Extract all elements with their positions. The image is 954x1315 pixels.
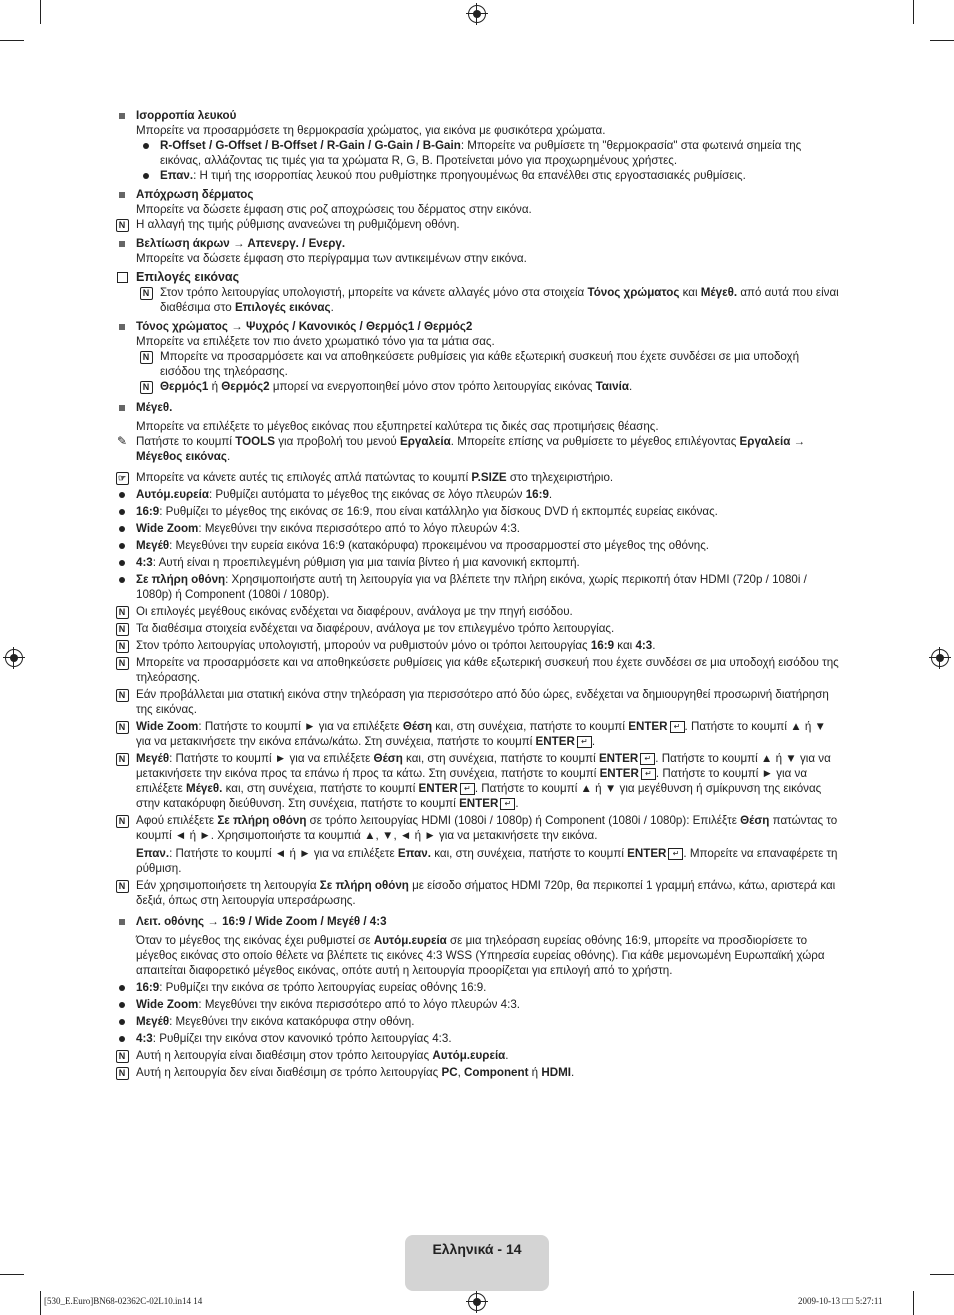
note bbox=[112, 813, 842, 876]
note-bold: Θερμός2 bbox=[221, 380, 270, 393]
desc-bold: Αυτόμ.ευρεία bbox=[373, 934, 447, 947]
crop-mark bbox=[40, 1291, 41, 1315]
list-item bbox=[112, 487, 842, 502]
section-desc: Μπορείτε να επιλέξετε τον πιο άνετο χρωματικό τόνο για τα μάτια σας. bbox=[136, 335, 495, 348]
note-text: . Πατήστε το κουμπί ► για να επιλέξετε bbox=[136, 767, 808, 795]
section-title: Απόχρωση δέρματος bbox=[136, 188, 254, 201]
tip-bold: Εργαλεία bbox=[399, 435, 451, 448]
enter-icon: ↵ bbox=[668, 848, 683, 860]
list-item bbox=[112, 521, 842, 536]
note-text: . Πατήστε το κουμπί ▲ ή ▼ για να μετακινήσετε την εικόνα προς τα επάνω ή προς τα κάτω. Στη συνέχεια, πατήστε το κουμπί bbox=[136, 752, 831, 780]
note-icon: N bbox=[112, 719, 132, 734]
tip-bold: TOOLS bbox=[235, 435, 275, 448]
square-bullet-icon bbox=[112, 319, 132, 334]
note bbox=[112, 217, 842, 232]
note-text: : Πατήστε το κουμπί ◄ ή ► για να επιλέξετε bbox=[169, 847, 398, 860]
note-icon: N bbox=[136, 379, 156, 394]
crop-mark bbox=[913, 0, 914, 24]
option-name: Μεγέθ bbox=[136, 1015, 170, 1028]
option-desc: : Η τιμή της ισορροπίας λευκού που ρυθμίστηκε προηγουμένως θα επανέλθει στις εργοστασιακές ρυθμίσεις. bbox=[193, 169, 746, 182]
note-text: και bbox=[614, 639, 636, 652]
enter-icon: ↵ bbox=[641, 768, 656, 780]
note-text: ή bbox=[208, 380, 222, 393]
note-text: Η αλλαγή της τιμής ρύθμισης ανανεώνει τη ρυθμιζόμενη οθόνη. bbox=[136, 218, 460, 231]
note-text: . bbox=[652, 639, 656, 652]
section-size bbox=[112, 400, 842, 434]
option-desc: : Ρυθμίζει το μέγεθος της εικόνας σε 16:9, που είναι κατάλληλο για δίσκους DVD ή εκπομπές ευρείας εικόνας. bbox=[159, 505, 718, 518]
note-icon: N bbox=[112, 217, 132, 232]
option-desc: : Μεγεθύνει την ευρεία εικόνα 16:9 (κατακόρυφα) προκειμένου να προσαρμοστεί στο μέγεθος της οθόνης. bbox=[169, 539, 710, 552]
list-item bbox=[112, 555, 842, 570]
option-desc: : Ρυθμίζει την εικόνα σε τρόπο λειτουργίας ευρείας οθόνης 16:9. bbox=[159, 981, 487, 994]
page-number: Ελληνικά - 14 bbox=[432, 1241, 522, 1257]
note-bold: Wide Zoom bbox=[136, 720, 199, 733]
note-text: Οι επιλογές μεγέθους εικόνας ενδέχεται να διαφέρουν, ανάλογα με την πηγή εισόδου. bbox=[136, 605, 573, 618]
note-text: . Πατήστε το κουμπί ▲ ή ▼ για να μετακινήσετε την εικόνα επάνω/κάτω. Στη συνέχεια, πατήστε το κουμπί bbox=[136, 720, 827, 748]
note-text: με είσοδο σήματος HDMI 720p, θα περικοπεί 1 γραμμή επάνω, κάτω, αριστερά και δεξιά, όπως στη λειτουργία υπερσάρωσης. bbox=[136, 879, 836, 907]
section-desc bbox=[136, 933, 842, 978]
note-icon: N bbox=[112, 604, 132, 619]
note-text: Εάν προβάλλεται μια στατική εικόνα στην τηλεόραση για περισσότερο από δύο ώρες, ενδέχεται να δημιουργηθεί προσωρινή διατήρηση της εικόνας. bbox=[136, 688, 829, 716]
bullet-icon bbox=[112, 997, 132, 1012]
note-text: πατώντας το κουμπί ◄ ή ►. Χρησιμοποιήστε τα κουμπιά ▲, ▼, ◄ ή ► για να μετακινήσετε την εικόνα. bbox=[136, 814, 838, 842]
crop-mark bbox=[913, 1291, 914, 1315]
note bbox=[112, 621, 842, 636]
option-name: Επαν. bbox=[160, 169, 194, 182]
option-desc: : Μεγεθύνει την εικόνα κατακόρυφα στην οθόνη. bbox=[169, 1015, 415, 1028]
note-text: και, στη συνέχεια, πατήστε το κουμπί bbox=[402, 752, 599, 765]
crop-mark bbox=[0, 1274, 24, 1275]
note-text: και bbox=[679, 286, 701, 299]
note-text: ή bbox=[528, 1066, 542, 1079]
note-bold: Θερμός1 bbox=[160, 380, 209, 393]
crop-mark bbox=[0, 40, 24, 41]
section-title: Ισορροπία λευκού bbox=[136, 109, 237, 122]
note-bold: Μεγέθ bbox=[136, 752, 170, 765]
option-name: Αυτόμ.ευρεία bbox=[136, 488, 209, 501]
option-desc: : Μεγεθύνει την εικόνα περισσότερο από το λόγο πλευρών 4:3. bbox=[198, 522, 521, 535]
enter-icon: ↵ bbox=[640, 753, 655, 765]
note-bold: ENTER bbox=[598, 752, 639, 765]
bullet-icon bbox=[136, 138, 156, 153]
note-bold: Σε πλήρη οθόνη bbox=[217, 814, 307, 827]
note bbox=[112, 285, 842, 315]
bullet-icon bbox=[112, 504, 132, 519]
note-icon: N bbox=[112, 638, 132, 653]
note-bold: ENTER bbox=[418, 782, 458, 795]
section-title: Τόνος χρώματος → Ψυχρός / Κανονικός / Θερμός1 / Θερμός2 bbox=[136, 320, 473, 333]
note bbox=[112, 604, 842, 619]
print-slug-left: [530_E.Euro]BN68-02362C-02L10.in14 14 bbox=[44, 1296, 203, 1306]
bullet-icon bbox=[112, 1014, 132, 1029]
tip-text: . Μπορείτε επίσης να ρυθμίσετε το μέγεθος επιλέγοντας bbox=[450, 435, 740, 448]
note-text: . bbox=[505, 1049, 509, 1062]
note-icon: N bbox=[112, 655, 132, 670]
note bbox=[112, 379, 842, 394]
note-bold: Θέση bbox=[740, 814, 770, 827]
bullet-icon bbox=[112, 1031, 132, 1046]
note-text: Αυτή η λειτουργία δεν είναι διαθέσιμη σε τρόπο λειτουργίας bbox=[136, 1066, 442, 1079]
note-icon: N bbox=[136, 285, 156, 300]
note-text: . bbox=[591, 735, 596, 748]
note-text: από αυτά που είναι διαθέσιμα στο bbox=[160, 286, 839, 314]
section-edge-enhancement bbox=[112, 236, 842, 266]
note-icon: N bbox=[136, 349, 156, 364]
enter-icon: ↵ bbox=[670, 721, 685, 733]
enter-icon: ↵ bbox=[460, 783, 475, 795]
note-icon: N bbox=[112, 1065, 132, 1080]
option-name: 16:9 bbox=[136, 981, 160, 994]
tools-icon: ✎ bbox=[116, 434, 128, 448]
option-desc: : Μεγεθύνει την εικόνα περισσότερο από το λόγο πλευρών 4:3. bbox=[198, 998, 521, 1011]
tip-text: για προβολή του μενού bbox=[274, 435, 400, 448]
note-bold: Μέγεθ. bbox=[186, 782, 223, 795]
note-text: μπορεί να ενεργοποιηθεί μόνο στον τρόπο λειτουργίας εικόνας bbox=[269, 380, 596, 393]
option-name: Wide Zoom bbox=[136, 522, 199, 535]
note bbox=[112, 638, 842, 653]
note-icon: N bbox=[112, 813, 132, 828]
note-text: . Μπορείτε να επαναφέρετε τη ρύθμιση. bbox=[136, 847, 838, 875]
tools-tip bbox=[112, 434, 842, 464]
note bbox=[112, 349, 842, 379]
option-name: 16:9 bbox=[136, 505, 160, 518]
note-text: Μπορείτε να προσαρμόσετε και να αποθηκεύσετε ρυθμίσεις για κάθε εξωτερική συσκευή που έχετε συνδέσει σε μια υποδοχή εισόδου της τηλεόρασης. bbox=[160, 350, 800, 378]
page-content bbox=[112, 108, 842, 1080]
tip-text: . bbox=[226, 450, 231, 463]
bullet-icon bbox=[112, 487, 132, 502]
section-title: Βελτίωση άκρων → Απενεργ. / Ενεργ. bbox=[136, 237, 346, 250]
note-bold: HDMI bbox=[541, 1066, 571, 1079]
list-item bbox=[112, 572, 842, 602]
note-bold: ENTER bbox=[628, 720, 668, 733]
option-name: 16:9 bbox=[525, 488, 549, 501]
section-desc: Μπορείτε να επιλέξετε το μέγεθος εικόνας που εξυπηρετεί καλύτερα τις δικές σας προτιμήσεις θέασης. bbox=[136, 420, 659, 433]
option-desc: : Αυτή είναι η προεπιλεγμένη ρύθμιση για μια ταινία βίντεο ή μια κανονική εκπομπή. bbox=[152, 556, 580, 569]
list-item bbox=[112, 168, 842, 183]
note-icon: N bbox=[112, 621, 132, 636]
note-text: . bbox=[330, 301, 334, 314]
note-text: Εάν χρησιμοποιήσετε τη λειτουργία bbox=[136, 879, 320, 892]
note-bold: Επαν. bbox=[136, 847, 170, 860]
tip-bold: Εργαλεία → Μέγεθος εικόνας bbox=[136, 435, 806, 463]
note-icon: N bbox=[112, 1048, 132, 1063]
option-desc: : Ρυθμίζει την εικόνα στον κανονικό τρόπο λειτουργίας 4:3. bbox=[152, 1032, 452, 1045]
note-text: και, στη συνέχεια, πατήστε το κουμπί bbox=[432, 720, 629, 733]
square-bullet-icon bbox=[112, 236, 132, 251]
option-name: 4:3 bbox=[136, 556, 153, 569]
note-text: Αυτή η λειτουργία είναι διαθέσιμη στον τρόπο λειτουργίας bbox=[136, 1049, 433, 1062]
option-name: Μεγέθ bbox=[136, 539, 170, 552]
note-bold: Επιλογές εικόνας bbox=[234, 301, 331, 314]
note-bold: Επαν. bbox=[397, 847, 431, 860]
list-item bbox=[112, 980, 842, 995]
option-name: R-Offset / G-Offset / B-Offset / R-Gain / G-Gain / B-Gain bbox=[160, 139, 461, 152]
section-desc: Μπορείτε να δώσετε έμφαση στο περίγραμμα των αντικειμένων στην εικόνα. bbox=[136, 252, 527, 265]
note-text: . bbox=[628, 380, 633, 393]
tip-text: Μπορείτε να κάνετε αυτές τις επιλογές απλά πατώντας το κουμπί bbox=[136, 471, 472, 484]
note-bold: Θέση bbox=[402, 720, 433, 733]
note-text: και, στη συνέχεια, πατήστε το κουμπί bbox=[222, 782, 419, 795]
section-desc: Μπορείτε να δώσετε έμφαση στις ροζ αποχρώσεις του δέρματος στην εικόνα. bbox=[136, 203, 532, 216]
registration-mark-icon bbox=[931, 649, 949, 667]
note-bold: ENTER bbox=[599, 767, 639, 780]
option-name: Wide Zoom bbox=[136, 998, 199, 1011]
note-bold: Component bbox=[464, 1066, 529, 1079]
bullet-icon bbox=[136, 168, 156, 183]
bullet-icon bbox=[112, 572, 132, 587]
note bbox=[112, 719, 842, 749]
section-title: Επιλογές εικόνας bbox=[136, 270, 240, 284]
note-bold: Ταινία bbox=[595, 380, 629, 393]
bullet-icon bbox=[112, 538, 132, 553]
note bbox=[112, 751, 842, 811]
option-desc: : Χρησιμοποιήστε αυτή τη λειτουργία για να βλέπετε την πλήρη εικόνα, χωρίς περικοπή όταν HDMI (720p / 1080i / 1080p) ή Component (1080i / 1080p). bbox=[136, 573, 807, 601]
note bbox=[112, 655, 842, 685]
note-bold: Αυτόμ.ευρεία bbox=[432, 1049, 506, 1062]
list-item bbox=[112, 1031, 842, 1046]
note bbox=[112, 687, 842, 717]
option-desc: . bbox=[548, 488, 553, 501]
registration-mark-icon bbox=[468, 5, 486, 23]
list-item bbox=[112, 138, 842, 168]
crop-mark bbox=[930, 1274, 954, 1275]
note-icon: N bbox=[112, 751, 132, 766]
crop-mark bbox=[40, 0, 41, 24]
option-name: 4:3 bbox=[136, 1032, 153, 1045]
remote-tip bbox=[112, 470, 842, 485]
enter-icon: ↵ bbox=[500, 798, 515, 810]
section-desc: Μπορείτε να προσαρμόσετε τη θερμοκρασία χρώματος, για εικόνα με φυσικότερα χρώματα. bbox=[136, 124, 606, 137]
note-text: , bbox=[457, 1066, 465, 1079]
tip-text: Πατήστε το κουμπί bbox=[136, 435, 236, 448]
bullet-icon bbox=[112, 521, 132, 536]
note-text: σε τρόπο λειτουργίας HDMI (1080i / 1080p) ή Component (1080i / 1080p): Επιλέξτε bbox=[306, 814, 741, 827]
note bbox=[112, 1048, 842, 1063]
list-item bbox=[112, 504, 842, 519]
crop-mark bbox=[930, 40, 954, 41]
note bbox=[112, 1065, 842, 1080]
option-desc: : Μπορείτε να ρυθμίσετε τη "θερμοκρασία" στα φωτεινά σημεία της εικόνας, αλλάζοντας τις τιμές για τα χρώματα R, G, B. Προτείνεται μόνο για προχωρημένους χρήστες. bbox=[160, 139, 802, 167]
square-bullet-icon bbox=[112, 108, 132, 123]
registration-mark-icon bbox=[5, 649, 23, 667]
bullet-icon bbox=[112, 555, 132, 570]
note-text: Μπορείτε να προσαρμόσετε και να αποθηκεύσετε ρυθμίσεις για κάθε εξωτερική συσκευή που έχετε συνδέσει σε μια υποδοχή εισόδου της τηλεόρασης. bbox=[136, 656, 839, 684]
section-color-tone bbox=[112, 319, 842, 349]
note-bold: Μέγεθ. bbox=[700, 286, 738, 299]
tip-text: στο τηλεχειριστήριο. bbox=[506, 471, 614, 484]
list-item bbox=[112, 1014, 842, 1029]
tip-bold: P.SIZE bbox=[471, 471, 507, 484]
enter-icon: ↵ bbox=[577, 736, 592, 748]
desc-text: σε μια τηλεόραση ευρείας οθόνης 16:9, μπορείτε να προσδιορίσετε το μέγεθος εικόνας στο οποίο θέλετε να βλέπετε τις εικόνες 4:3 WSS (Υπηρεσία ευρείας οθόνης). Για κάθε μεμονωμένη Ευρωπαϊκή χώρα απαιτείται διαφορετικό μέγεθος εικόνας, οπότε αυτή η λειτουργία προορίζεται για επιλογή από το χρήστη. bbox=[136, 934, 825, 977]
note-text: Στον τρόπο λειτουργίας υπολογιστή, μπορείτε να κάνετε αλλαγές μόνο στα στοιχεία bbox=[160, 286, 588, 299]
section-screen-mode bbox=[112, 914, 842, 978]
section-title: Λειτ. οθόνης → 16:9 / Wide Zoom / Μεγέθ / 4:3 bbox=[136, 915, 387, 928]
option-desc: : Ρυθμίζει αυτόματα το μέγεθος της εικόνας σε λόγο πλευρών bbox=[208, 488, 526, 501]
section-white-balance bbox=[112, 108, 842, 138]
note-icon: N bbox=[112, 687, 132, 702]
bullet-icon bbox=[112, 980, 132, 995]
list-item bbox=[112, 997, 842, 1012]
remote-icon: ☞ bbox=[112, 470, 132, 485]
section-picture-options bbox=[112, 270, 842, 285]
section-flesh-tone bbox=[112, 187, 842, 217]
note-text: Τα διαθέσιμα στοιχεία ενδέχεται να διαφέρουν, ανάλογα με τον επιλεγμένο τρόπο λειτουργίας. bbox=[136, 622, 615, 635]
list-item bbox=[112, 538, 842, 553]
note-bold: Τόνος χρώματος bbox=[587, 286, 680, 299]
note-bold: 4:3 bbox=[635, 639, 653, 652]
note-bold: Θέση bbox=[373, 752, 403, 765]
note-text: και, στη συνέχεια, πατήστε το κουμπί bbox=[430, 847, 628, 860]
square-bullet-icon bbox=[112, 400, 132, 415]
note-text: : Πατήστε το κουμπί ► για να επιλέξετε bbox=[169, 752, 374, 765]
note-bold: Σε πλήρη οθόνη bbox=[319, 879, 409, 892]
note-bold: ENTER bbox=[459, 797, 499, 810]
note-text: . Πατήστε το κουμπί ▲ ή ▼ για μεγέθυνση ή σμίκρυνση της εικόνας στην κατακόρυφη διεύθυνση. Στη συνέχεια, πατήστε το κουμπί bbox=[136, 782, 822, 810]
note-bold: ENTER bbox=[627, 847, 667, 860]
note-bold: ENTER bbox=[535, 735, 575, 748]
square-bullet-icon bbox=[112, 914, 132, 929]
section-title: Μέγεθ. bbox=[136, 401, 173, 414]
note bbox=[112, 878, 842, 908]
note-bold: PC bbox=[441, 1066, 458, 1079]
note-bold: 16:9 bbox=[590, 639, 615, 652]
note-text: . bbox=[570, 1066, 575, 1079]
note-icon: N bbox=[112, 878, 132, 893]
option-name: Σε πλήρη οθόνη bbox=[136, 573, 226, 586]
square-bullet-icon bbox=[112, 187, 132, 202]
desc-text: Όταν το μέγεθος της εικόνας έχει ρυθμιστεί σε bbox=[136, 934, 374, 947]
note-text: Αφού επιλέξετε bbox=[136, 814, 218, 827]
note-text: : Πατήστε το κουμπί ► για να επιλέξετε bbox=[198, 720, 403, 733]
print-slug-right: 2009-10-13 □□ 5:27:11 bbox=[798, 1296, 883, 1306]
registration-mark-icon bbox=[468, 1293, 486, 1311]
note-text: . bbox=[515, 797, 519, 810]
note-text: Στον τρόπο λειτουργίας υπολογιστή, μπορούν να ρυθμιστούν μόνο οι τρόποι λειτουργίας bbox=[136, 639, 591, 652]
